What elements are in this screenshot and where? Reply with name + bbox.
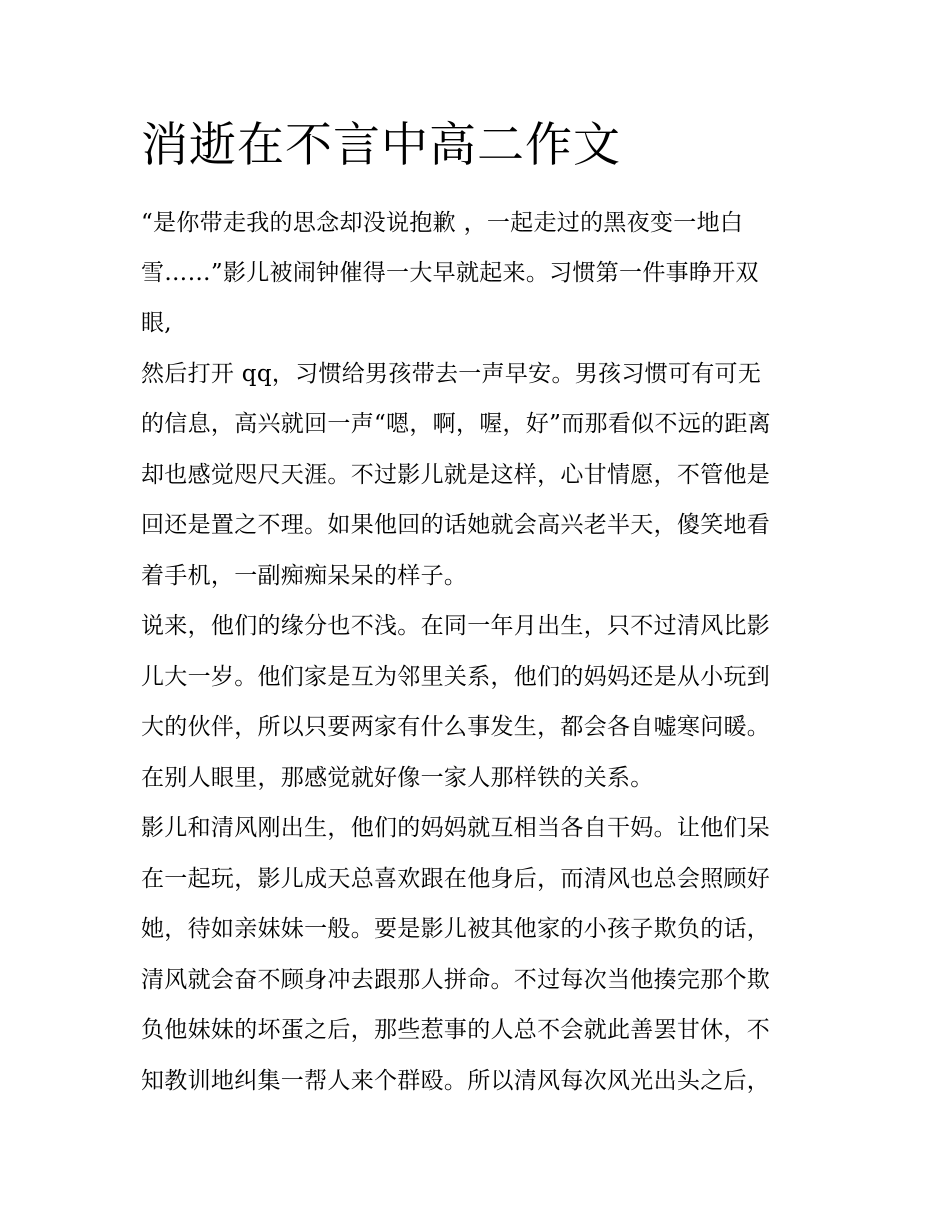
text-line: 的信息，高兴就回一声“嗯，啊，喔，好”而那看似不远的距离: [141, 411, 771, 437]
text-line: 却也感觉咫尺天涯。不过影儿就是这样，心甘情愿，不管他是: [141, 462, 771, 488]
text-line: 她，待如亲妹妹一般。要是影儿被其他家的小孩子欺负的话，: [141, 916, 771, 942]
text-line: 着手机，一副痴痴呆呆的样子。: [141, 563, 468, 589]
text-line: 然后打开 qq，习惯给男孩带去一声早安。男孩习惯可有可无: [141, 361, 762, 387]
text-line: 眼,: [141, 310, 172, 336]
text-line: 雪……”影儿被闹钟催得一大早就起来。习惯第一件事睁开双: [141, 260, 759, 286]
text-line: 清风就会奋不顾身冲去跟那人拼命。不过每次当他揍完那个欺: [141, 967, 771, 993]
text-line: 儿大一岁。他们家是互为邻里关系，他们的妈妈还是从小玩到: [141, 664, 771, 690]
text-line: 说来，他们的缘分也不浅。在同一年月出生，只不过清风比影: [141, 613, 771, 639]
text-line: 回还是置之不理。如果他回的话她就会高兴老半天，傻笑地看: [141, 512, 771, 538]
text-line: 在别人眼里，那感觉就好像一家人那样铁的关系。: [141, 765, 654, 791]
document-title: 消逝在不言中高二作文: [141, 118, 621, 173]
text-line: 负他妹妹的坏蛋之后，那些惹事的人总不会就此善罢甘休，不: [141, 1017, 771, 1043]
text-line: 影儿和清风刚出生，他们的妈妈就互相当各自干妈。让他们呆: [141, 815, 771, 841]
text-line: “是你带走我的思念却没说抱歉 ，一起走过的黑夜变一地白: [141, 210, 744, 236]
text-line: 知教训地纠集一帮人来个群殴。所以清风每次风光出头之后，: [141, 1068, 771, 1094]
text-line: 在一起玩，影儿成天总喜欢跟在他身后，而清风也总会照顾好: [141, 866, 771, 892]
text-line: 大的伙伴，所以只要两家有什么事发生，都会各自嘘寒问暖。: [141, 714, 771, 740]
